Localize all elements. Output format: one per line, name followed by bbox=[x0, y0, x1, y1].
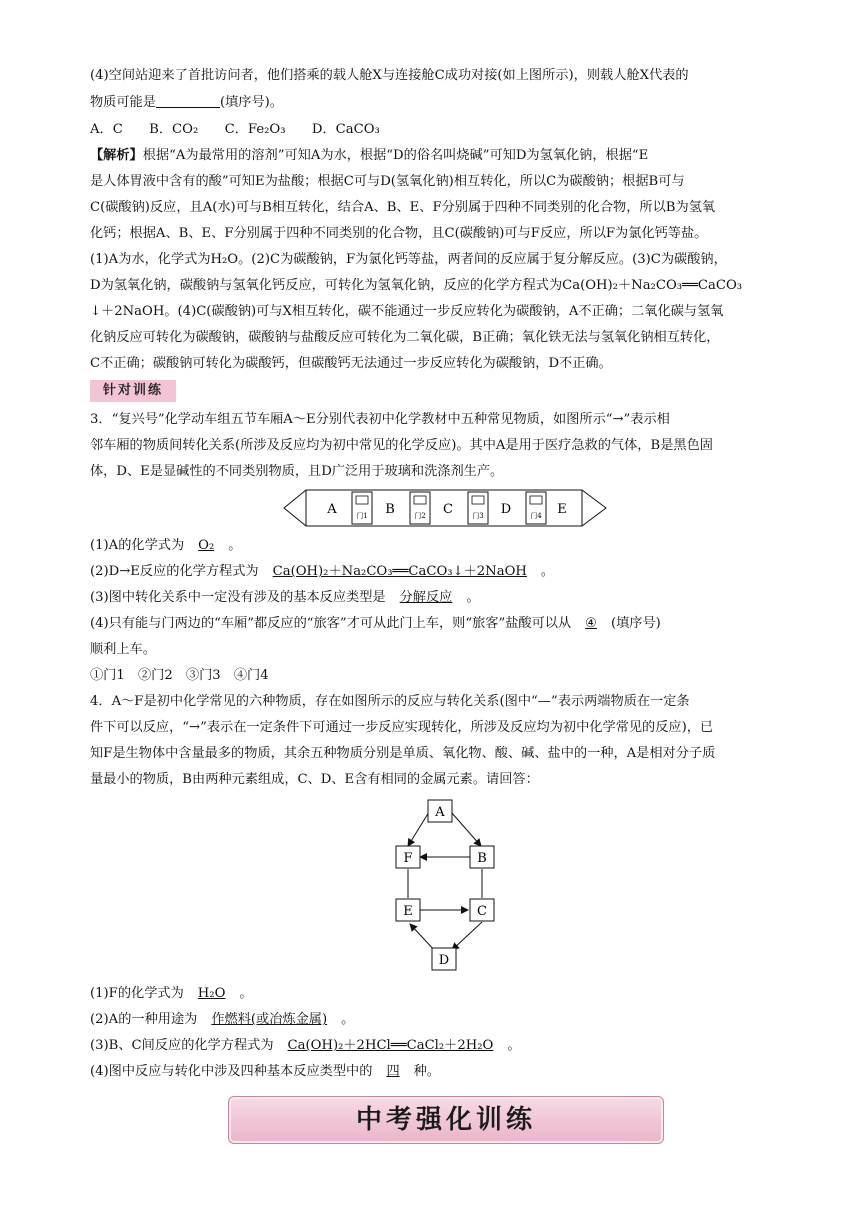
q4-prev-line1: (4)空间站迎来了首批访问者，他们搭乘的载人舱X与连接舱C成功对接(如上图所示)，则载人舱X代表的 bbox=[90, 68, 689, 83]
q4-prev-options: A．C B．CO₂ C．Fe₂O₃ D．CaCO₃ bbox=[90, 122, 380, 137]
train-car bbox=[385, 502, 395, 517]
analysis-line-5: D为氢氧化钠，碳酸钠与氢氧化钙反应，可转化为氢氧化钠，反应的化学方程式为Ca(OH)₂＋Na₂CO₃══CaCO₃ bbox=[90, 278, 743, 293]
svg-text:A: A bbox=[435, 805, 445, 820]
analysis-line-3: 化钙；根据A、B、E、F分别属于四种不同类别的化合物，且C(碳酸钠)可与F反应，所以F为氯化钙等盐。 bbox=[90, 226, 708, 241]
q3-door-options: ①门1 ②门2 ③门3 ④门4 bbox=[90, 668, 269, 683]
q4-stem-1: 件下可以反应，“→”表示在一定条件下可通过一步反应实现转化，所涉及反应均为初中化学常见的反应)，已 bbox=[90, 720, 714, 735]
analysis-line-7: 化钠反应可转化为碳酸钠，碳酸钠与盐酸反应可转化为二氧化碳，B正确；氧化铁无法与氢氧化钠相互转化， bbox=[90, 330, 720, 345]
analysis-line-0: 【解析】根据“A为最常用的溶剂”可知A为水，根据“D的俗名叫烧碱”可知D为氢氧化钠，根据“E bbox=[90, 148, 649, 163]
svg-text:门4: 门4 bbox=[530, 512, 542, 520]
train-car bbox=[501, 502, 511, 517]
q3-part3: (3)图中转化关系中一定没有涉及的基本反应类型是 分解反应 。 bbox=[90, 590, 480, 605]
q4-stem-3: 量最小的物质，B由两种元素组成，C、D、E含有相同的金属元素。请回答： bbox=[90, 772, 539, 787]
diagram-node bbox=[470, 899, 494, 921]
analysis-line-4: (1)A为水，化学式为H₂O。(2)C为碳酸钠，F为氯化钙等盐，两者间的反应属于复分解反应。(3)C为碳酸钠， bbox=[90, 252, 727, 267]
answer-text: 作燃料(或冶炼金属) bbox=[211, 1012, 328, 1027]
svg-text:D: D bbox=[500, 502, 512, 517]
answer-text: O₂ bbox=[198, 538, 215, 553]
q3-stem-2: 体，D、E是显碱性的不同类别物质，且D广泛用于玻璃和洗涤剂生产。 bbox=[90, 464, 504, 479]
train-diagram bbox=[280, 488, 610, 528]
q3-stem-0: 3．“复兴号”化学动车组五节车厢A～E分别代表初中化学教材中五种常见物质，如图所示“→”表示相 bbox=[90, 412, 670, 427]
q4-part2: (2)A的一种用途为 作燃料(或冶炼金属) 。 bbox=[90, 1012, 355, 1027]
svg-text:门2: 门2 bbox=[414, 512, 426, 520]
train-door bbox=[526, 492, 546, 524]
diagram-node bbox=[428, 800, 452, 822]
relationship-diagram bbox=[380, 796, 510, 976]
q3-part2: (2)D→E反应的化学方程式为 Ca(OH)₂＋Na₂CO₃══CaCO₃↓＋2NaOH 。 bbox=[90, 564, 555, 579]
train-door bbox=[410, 492, 430, 524]
q3-part1: (1)A的化学式为 O₂ 。 bbox=[90, 538, 242, 553]
answer-text: Ca(OH)₂＋2HCl══CaCl₂＋2H₂O bbox=[287, 1038, 494, 1053]
analysis-line-2: C(碳酸钠)反应，且A(水)可与B相互转化，结合A、B、E、F分别属于四种不同类别的化合物，所以B为氢氧 bbox=[90, 200, 716, 215]
train-door bbox=[468, 492, 488, 524]
q4-part4: (4)图中反应与转化中涉及四种基本反应类型中的 四 种。 bbox=[90, 1064, 440, 1079]
diagram-node bbox=[396, 846, 420, 868]
svg-text:E: E bbox=[403, 904, 413, 919]
analysis-label: 【解析】 bbox=[90, 148, 143, 163]
train-car bbox=[326, 502, 337, 517]
analysis-line-1: 是人体胃液中含有的酸”可知E为盐酸；根据C可与D(氢氧化钠)相互转化，所以C为碳酸钠；根据B可与 bbox=[90, 174, 685, 189]
svg-text:门1: 门1 bbox=[356, 512, 368, 520]
train-car bbox=[443, 502, 453, 517]
analysis-line-6: ↓＋2NaOH。(4)C(碳酸钠)可与X相互转化，碳不能通过一步反应转化为碳酸钠，A不正确；二氧化碳与氢氧 bbox=[90, 304, 724, 319]
q3-part4: (4)只有能与门两边的“车厢”都反应的“旅客”才可从此门上车，则“旅客”盐酸可以从 ④ (填序号) bbox=[90, 616, 661, 631]
svg-text:C: C bbox=[477, 904, 487, 919]
q3-part4-cont: 顺利上车。 bbox=[90, 642, 156, 657]
q4-part3: (3)B、C间反应的化学方程式为 Ca(OH)₂＋2HCl══CaCl₂＋2H₂O 。 bbox=[90, 1038, 521, 1053]
answer-blank bbox=[156, 93, 220, 108]
section-banner: 中考强化训练 bbox=[228, 1096, 664, 1144]
answer-text: ④ bbox=[585, 616, 597, 631]
svg-text:门3: 门3 bbox=[472, 512, 484, 520]
q3-stem-1: 邻车厢的物质间转化关系(所涉及反应均为初中常见的化学反应)。其中A是用于医疗急救的气体，B是黑色固 bbox=[90, 438, 713, 453]
svg-text:E: E bbox=[557, 502, 567, 517]
section-badge: 针对训练 bbox=[90, 380, 176, 402]
train-door bbox=[352, 492, 372, 524]
diagram-node bbox=[470, 846, 494, 868]
diagram-node bbox=[396, 899, 420, 921]
q4-prev-line2: 物质可能是 (填序号)。 bbox=[90, 95, 283, 110]
svg-text:F: F bbox=[403, 851, 413, 866]
train-car bbox=[557, 502, 567, 517]
answer-text: Ca(OH)₂＋Na₂CO₃══CaCO₃↓＋2NaOH bbox=[272, 564, 527, 579]
q4-part1: (1)F的化学式为 H₂O 。 bbox=[90, 986, 253, 1001]
answer-text: 分解反应 bbox=[399, 590, 453, 605]
svg-text:C: C bbox=[443, 502, 453, 517]
svg-text:D: D bbox=[438, 953, 450, 968]
q4-stem-2: 知F是生物体中含量最多的物质，其余五种物质分别是单质、氧化物、酸、碱、盐中的一种，A是相对分子质 bbox=[90, 746, 716, 761]
svg-text:B: B bbox=[385, 502, 395, 517]
answer-text: H₂O bbox=[197, 986, 226, 1001]
q4-stem-0: 4．A～F是初中化学常见的六种物质，存在如图所示的反应与转化关系(图中“—”表示两端物质在一定条 bbox=[90, 694, 690, 709]
svg-text:A: A bbox=[327, 502, 337, 517]
analysis-line-8: C不正确；碳酸钠可转化为碳酸钙，但碳酸钙无法通过一步反应转化为碳酸钠，D不正确。 bbox=[90, 356, 612, 371]
answer-text: 四 bbox=[386, 1064, 400, 1079]
svg-text:B: B bbox=[477, 851, 487, 866]
diagram-node bbox=[432, 948, 456, 970]
